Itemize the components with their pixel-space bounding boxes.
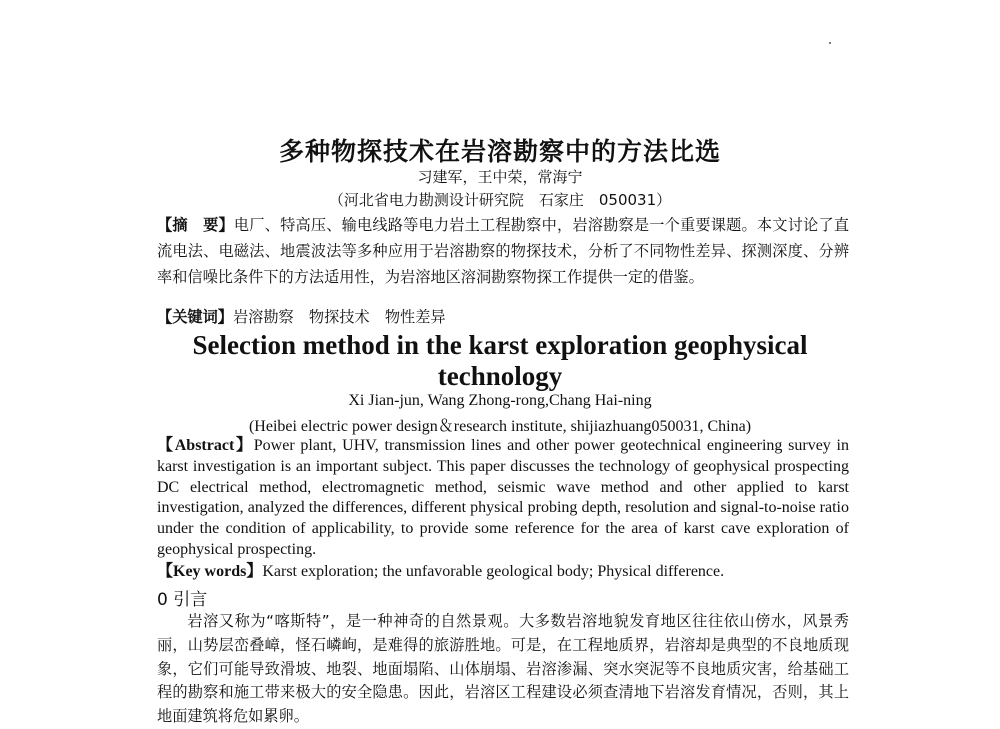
section-heading: 0 引言 xyxy=(157,590,208,610)
english-affiliation: (Heibei electric power design＆research institute, shijiazhuang050031, China) xyxy=(248,418,752,435)
scan-speck xyxy=(829,42,831,44)
chinese-title: 多种物探技术在岩溶勘察中的方法比选 xyxy=(278,137,721,166)
chinese-affiliation: （河北省电力勘测设计研究院 石家庄 050031） xyxy=(328,191,672,209)
chinese-authors: 习建军，王中荣，常海宁 xyxy=(417,168,583,186)
intro-paragraph: 岩溶又称为“喀斯特”，是一种神奇的自然景观。大多数岩溶地貌发育地区往往依山傍水，风景秀丽，山势层峦叠嶂，怪石嶙峋，是难得的旅游胜地。可是，在工程地质界，岩溶却是典型的不良地质现象，它们可能导致滑坡、地裂、地面塌陷、山体崩塌、岩溶渗漏、突水突泥等不良地质灾害，给基础工程的勘察和施工带来极大的安全隐患。因此，岩溶区工程建设必须查清地下岩溶发育情况，否则，其上地面建筑将危如累卵。 xyxy=(157,612,849,726)
chinese-abstract-text: 电厂、特高压、输电线路等电力岩土工程勘察中，岩溶勘察是一个重要课题。本文讨论了直流电法、电磁法、地震波法等多种应用于岩溶勘察的物探技术，分析了不同物性差异、探测深度、分辨率和信噪比条件下的方法适用性，为岩溶地区溶洞勘察物探工作提供一定的借鉴。 xyxy=(157,216,850,286)
english-keywords-text: Karst exploration; the unfavorable geological body; Physical difference. xyxy=(262,563,725,580)
chinese-keywords-label: 【关键词】 xyxy=(157,308,233,326)
english-abstract-text: Power plant, UHV, transmission lines and other power geotechnical engineering survey in karst investigation is an important subject. This paper discusses the technology of geophysical prospecting DC electrical method, electromagnetic method, seismic wave method and other applied to karst investigation, analyzed the differences, different physical probing depth, resolution and signal-to-noise ratio under the condition of applicability, to provide some reference for the area of karst cave exploration of geophysical prospecting. xyxy=(157,437,849,558)
chinese-abstract xyxy=(157,212,849,290)
english-title: Selection method in the karst exploration geophysical technology xyxy=(192,330,808,391)
chinese-abstract-label: 【摘 要】 xyxy=(157,216,234,234)
chinese-keywords-text: 岩溶勘察 物探技术 物性差异 xyxy=(232,308,446,326)
english-keywords-label: 【Key words】 xyxy=(157,563,263,580)
english-abstract xyxy=(157,436,849,561)
chinese-keywords xyxy=(157,305,849,329)
english-authors: Xi Jian-jun, Wang Zhong-rong,Chang Hai-ning xyxy=(348,392,652,409)
english-abstract-label: 【Abstract】 xyxy=(157,437,254,454)
english-keywords xyxy=(157,562,849,582)
